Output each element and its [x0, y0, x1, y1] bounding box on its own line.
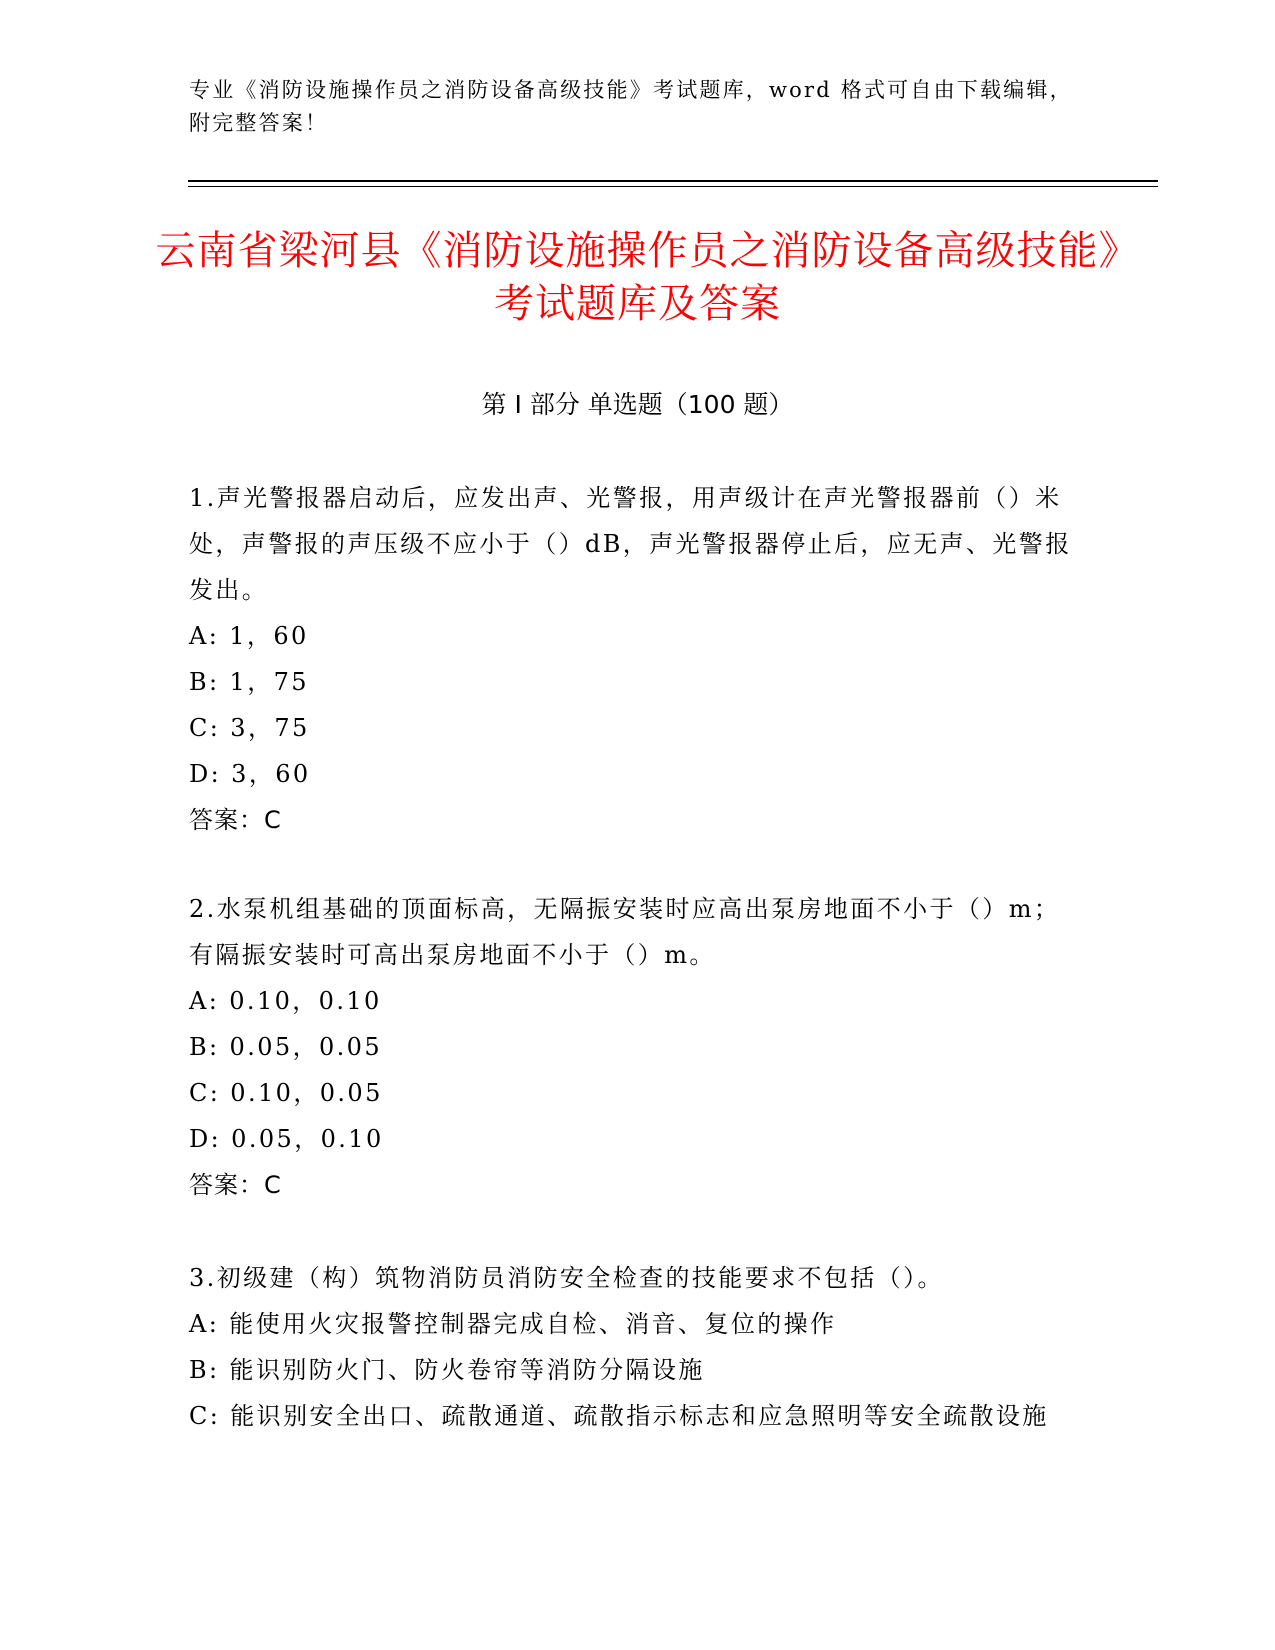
section-heading: 第 I 部分 单选题（100 题）	[481, 390, 794, 419]
option-d: D: 0.05，0.10	[189, 1125, 384, 1153]
option-a: A: 1，60	[189, 622, 309, 650]
question-stem: 2.水泵机组基础的顶面标高，无隔振安装时应高出泵房地面不小于（）m；有隔振安装时可高出泵房地面不小于（）m。	[189, 895, 1061, 969]
document-title: 云南省梁河县《消防设施操作员之消防设备高级技能》考试题库及答案	[155, 228, 1120, 327]
answer-line: 答案：C	[189, 1171, 282, 1199]
header-divider-thin	[188, 186, 1158, 187]
question-stem: 1.声光警报器启动后，应发出声、光警报，用声级计在声光警报器前（）米处，声警报的声压级不应小于（）dB，声光警报器停止后，应无声、光警报发出。	[189, 484, 1072, 604]
option-c: C: 3，75	[189, 714, 310, 742]
option-a: A: 能使用火灾报警控制器完成自检、消音、复位的操作	[189, 1310, 837, 1338]
question-1	[189, 475, 1079, 843]
question-stem: 3.初级建（构）筑物消防员消防安全检查的技能要求不包括（）。	[189, 1264, 944, 1292]
option-c: C: 能识别安全出口、疏散通道、疏散指示标志和应急照明等安全疏散设施	[189, 1402, 1049, 1430]
option-c: C: 0.10，0.05	[189, 1079, 383, 1107]
header-note: 专业《消防设施操作员之消防设备高级技能》考试题库，word 格式可自由下载编辑，附完整答案！	[189, 78, 1073, 135]
option-b: B: 能识别防火门、防火卷帘等消防分隔设施	[189, 1356, 705, 1384]
option-b: B: 0.05，0.05	[189, 1033, 383, 1061]
question-3	[189, 1255, 1079, 1439]
option-b: B: 1，75	[189, 668, 309, 696]
option-d: D: 3，60	[189, 760, 311, 788]
option-a: A: 0.10，0.10	[189, 987, 382, 1015]
header-divider-thick	[188, 180, 1158, 182]
answer-line: 答案：C	[189, 806, 282, 834]
question-2	[189, 886, 1079, 1208]
